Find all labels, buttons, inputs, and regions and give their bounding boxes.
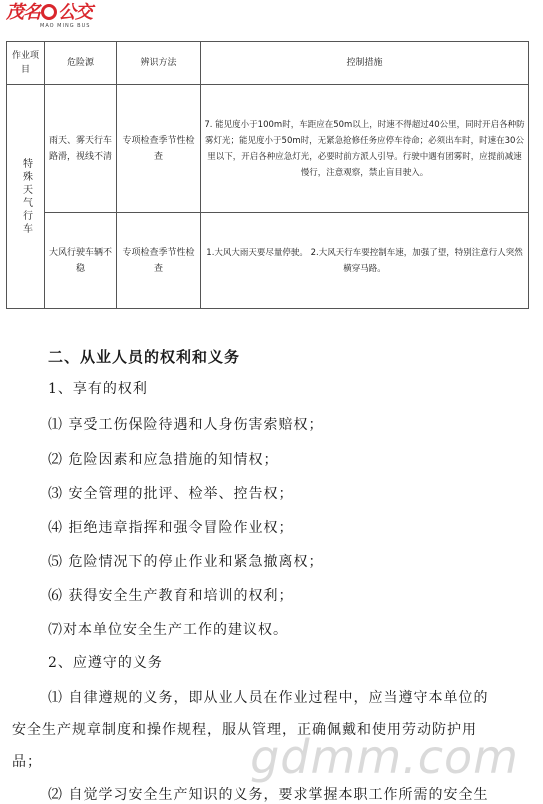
rights-item: ⑵ 危险因素和应急措施的知情权； <box>48 452 279 468</box>
company-logo <box>6 2 102 32</box>
table-row <box>7 85 529 213</box>
duty-text: ⑴ 自律遵规的义务，即从业人员在作业过程中，应当遵守本单位的 <box>48 690 489 706</box>
rights-item: ⑺对本单位安全生产工作的建议权。 <box>48 622 288 638</box>
header-hazard: 危险源 <box>45 42 117 85</box>
section-title: 二、从业人员的权利和义务 <box>48 348 241 366</box>
rights-item: ⑴ 享受工伤保险待遇和人身伤害索赔权； <box>48 417 324 433</box>
table-header-row <box>7 42 529 85</box>
hazard-cell: 大风行驶车辆不稳 <box>45 213 117 309</box>
site-watermark: gdmm.com <box>250 730 519 784</box>
duty-text: 安全生产规章制度和操作规程，服从管理，正确佩戴和使用劳动防护用 <box>12 722 477 738</box>
header-work-item: 作业项目 <box>7 42 45 85</box>
measure-cell <box>201 85 529 213</box>
duty-text: ⑵ 自觉学习安全生产知识的义务，要求掌握本职工作所需的安全生 <box>48 787 489 803</box>
table-row <box>7 213 529 309</box>
measure-text: 7. 能见度小于100m时，车距应在50m以上，时速不得超过40公里，同时开启各种防雾灯光；能见度小于50m时，无紧急抢修任务应停车待命；必须出车时，时速在30公里以下，开启各种应急灯光，必要时前方派人引导。行驶中遇有团雾时，应提前减速慢行，注意观察，禁止盲目驶入。 <box>204 119 525 178</box>
rights-item: ⑸ 危险情况下的停止作业和紧急撤离权； <box>48 554 324 570</box>
rights-item: ⑷ 拒绝违章指挥和强令冒险作业权； <box>48 520 294 536</box>
duty-text: 品； <box>12 754 42 770</box>
rights-item: ⑹ 获得安全生产教育和培训的权利； <box>48 588 294 604</box>
header-method: 辨识方法 <box>117 42 201 85</box>
logo-text-left: 茂名 <box>6 2 40 23</box>
hazard-control-table <box>6 41 529 309</box>
measure-cell <box>201 213 529 309</box>
method-cell: 专项检查季节性检查 <box>117 85 201 213</box>
hazard-cell: 雨天、雾天行车路滑，视线不清 <box>45 85 117 213</box>
duties-title: 2、应遵守的义务 <box>48 655 163 671</box>
logo-subtitle: MAO MING BUS <box>40 23 91 29</box>
header-measure: 控制措施 <box>201 42 529 85</box>
rights-item: ⑶ 安全管理的批评、检举、控告权； <box>48 486 294 502</box>
logo-ring-icon <box>41 4 57 20</box>
rights-title: 1、享有的权利 <box>48 381 148 397</box>
logo-text-right: 公交 <box>58 2 92 23</box>
category-cell: 特殊天气行车 <box>7 85 45 309</box>
measure-text: 1.大风大雨天要尽量停驶。 2.大风天行车要控制车速，加强了望，特别注意行人突然横穿马路。 <box>206 247 523 274</box>
method-cell: 专项检查季节性检查 <box>117 213 201 309</box>
